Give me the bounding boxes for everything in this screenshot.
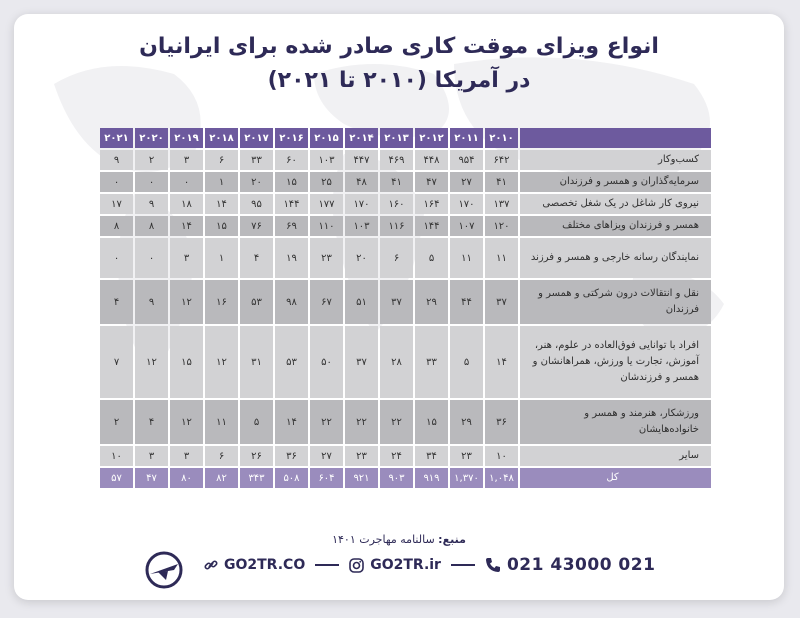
table-cell: ۲۵ <box>310 172 343 192</box>
instagram-icon <box>349 558 364 573</box>
table-cell: ۶۰ <box>275 150 308 170</box>
table-cell: ۲۳ <box>450 446 483 466</box>
table-cell: ۲۴ <box>380 446 413 466</box>
table-cell: ۱۹ <box>275 238 308 278</box>
row-label: افراد با توانایی فوق‌العاده در علوم، هنر، آموزش، تجارت یا ورزش، همراهانشان و همسر و فرزندشان <box>520 326 711 398</box>
table-cell: ۱۰۳ <box>345 216 378 236</box>
table-cell: ۳ <box>170 238 203 278</box>
table-cell: ۹ <box>135 194 168 214</box>
table-cell: ۹۸ <box>275 280 308 324</box>
table-cell: ۵ <box>415 238 448 278</box>
year-header: ۲۰۱۶ <box>275 128 308 148</box>
table-cell: ۱۷۷ <box>310 194 343 214</box>
table-cell: ۳۱ <box>240 326 273 398</box>
total-cell: ۹۱۹ <box>415 468 448 488</box>
row-label: نقل و انتقالات درون شرکتی و همسر و فرزندان <box>520 280 711 324</box>
table-cell: ۳۴ <box>415 446 448 466</box>
table-cell: ۸ <box>135 216 168 236</box>
table-cell: ۲ <box>135 150 168 170</box>
source-label: منبع: <box>438 533 466 546</box>
table-cell: ۱۱ <box>450 238 483 278</box>
table-cell: ۴۴۷ <box>345 150 378 170</box>
year-header: ۲۰۱۳ <box>380 128 413 148</box>
table-cell: ۱۵ <box>415 400 448 444</box>
table-cell: ۱۴ <box>205 194 238 214</box>
phone-item[interactable] <box>485 555 655 575</box>
source-note <box>14 533 784 546</box>
table-cell: ۹ <box>100 150 133 170</box>
total-cell: ۵۷ <box>100 468 133 488</box>
table-cell: ۱۵ <box>170 326 203 398</box>
year-header: ۲۰۲۱ <box>100 128 133 148</box>
visa-table <box>98 126 713 490</box>
table-cell: ۳ <box>170 150 203 170</box>
total-row <box>100 468 711 488</box>
table-cell: ۴۴ <box>450 280 483 324</box>
airplane-logo-icon <box>144 550 184 590</box>
phone-icon <box>485 557 501 573</box>
table-cell: ۱۱ <box>485 238 518 278</box>
row-label: نیروی کار شاغل در یک شغل تخصصی <box>520 194 711 214</box>
table-cell: ۷ <box>100 326 133 398</box>
table-cell: ۱۷ <box>100 194 133 214</box>
table-cell: ۱۴ <box>275 400 308 444</box>
table-cell: ۶۴۲ <box>485 150 518 170</box>
table-cell: ۴۱ <box>485 172 518 192</box>
table-row <box>100 400 711 444</box>
table-cell: ۴۱ <box>380 172 413 192</box>
year-header: ۲۰۲۰ <box>135 128 168 148</box>
table-cell: ۰ <box>100 172 133 192</box>
year-header: ۲۰۱۲ <box>415 128 448 148</box>
table-cell: ۱ <box>205 238 238 278</box>
table-cell: ۱۴ <box>170 216 203 236</box>
row-label: ورزشکار، هنرمند و همسر و خانواده‌هایشان <box>520 400 711 444</box>
table-row <box>100 238 711 278</box>
table-cell: ۱۰۷ <box>450 216 483 236</box>
header-row <box>100 128 711 148</box>
table-cell: ۱۶ <box>205 280 238 324</box>
instagram-item[interactable] <box>349 557 441 573</box>
title-line-1: انواع ویزای موقت کاری صادر شده برای ایرانیان <box>139 34 659 59</box>
total-cell: ۵۰۸ <box>275 468 308 488</box>
table-cell: ۵ <box>450 326 483 398</box>
website-text: GO2TR.CO <box>224 557 306 573</box>
table-cell: ۱۷۰ <box>345 194 378 214</box>
table-cell: ۱۳۷ <box>485 194 518 214</box>
year-header: ۲۰۱۵ <box>310 128 343 148</box>
table-cell: ۳۳ <box>415 326 448 398</box>
table-row <box>100 326 711 398</box>
table-cell: ۱۲ <box>205 326 238 398</box>
divider <box>451 564 475 566</box>
table-cell: ۰ <box>135 238 168 278</box>
table-cell: ۱۴۴ <box>275 194 308 214</box>
table-cell: ۶ <box>205 446 238 466</box>
table-cell: ۶ <box>380 238 413 278</box>
table-cell: ۱۲ <box>170 280 203 324</box>
table-cell: ۵۳ <box>240 280 273 324</box>
table-row <box>100 280 711 324</box>
table-cell: ۱ <box>205 172 238 192</box>
table-cell: ۱۶۴ <box>415 194 448 214</box>
table-cell: ۶۷ <box>310 280 343 324</box>
table-cell: ۲۸ <box>380 326 413 398</box>
table-cell: ۴ <box>240 238 273 278</box>
table-cell: ۲۰ <box>240 172 273 192</box>
table-cell: ۲۲ <box>310 400 343 444</box>
table-cell: ۱۵ <box>275 172 308 192</box>
row-label: کسب‌وکار <box>520 150 711 170</box>
table-cell: ۹۵ <box>240 194 273 214</box>
table-cell: ۱۱۶ <box>380 216 413 236</box>
table-cell: ۱۰ <box>100 446 133 466</box>
table-cell: ۴۸ <box>345 172 378 192</box>
table-cell: ۱۰ <box>485 446 518 466</box>
table-cell: ۱۴ <box>485 326 518 398</box>
table-cell: ۳۶ <box>485 400 518 444</box>
table-cell: ۲۷ <box>450 172 483 192</box>
source-text: سالنامه مهاجرت ۱۴۰۱ <box>332 533 435 546</box>
table-cell: ۱۶۰ <box>380 194 413 214</box>
year-header: ۲۰۱۰ <box>485 128 518 148</box>
total-label: کل <box>520 468 711 488</box>
total-cell: ۹۲۱ <box>345 468 378 488</box>
row-label: سرمایه‌گذاران و همسر و فرزندان <box>520 172 711 192</box>
title-line-2: در آمریکا (۲۰۱۰ تا ۲۰۲۱) <box>267 68 531 93</box>
header-corner <box>520 128 711 148</box>
table-cell: ۱۵ <box>205 216 238 236</box>
table-cell: ۵ <box>240 400 273 444</box>
phone-text: 021 43000 021 <box>506 555 656 575</box>
table-cell: ۴۷ <box>415 172 448 192</box>
table-cell: ۲۹ <box>450 400 483 444</box>
table-cell: ۰ <box>170 172 203 192</box>
table-cell: ۴ <box>100 280 133 324</box>
total-cell: ۸۰ <box>170 468 203 488</box>
table-cell: ۳ <box>135 446 168 466</box>
table-cell: ۲۳ <box>310 238 343 278</box>
total-cell: ۸۲ <box>205 468 238 488</box>
total-cell: ۱,۰۴۸ <box>485 468 518 488</box>
table-cell: ۱۱ <box>205 400 238 444</box>
year-header: ۲۰۱۱ <box>450 128 483 148</box>
total-cell: ۱,۳۷۰ <box>450 468 483 488</box>
table-cell: ۲۰ <box>345 238 378 278</box>
table-row <box>100 216 711 236</box>
table-cell: ۶ <box>205 150 238 170</box>
table-cell: ۳۶ <box>275 446 308 466</box>
divider <box>315 564 339 566</box>
table-cell: ۱۲۰ <box>485 216 518 236</box>
year-header: ۲۰۱۴ <box>345 128 378 148</box>
table-cell: ۸ <box>100 216 133 236</box>
table-cell: ۱۴۴ <box>415 216 448 236</box>
page-title <box>14 30 784 98</box>
table-cell: ۱۸ <box>170 194 203 214</box>
table-cell: ۲۷ <box>310 446 343 466</box>
table-cell: ۹ <box>135 280 168 324</box>
website-item[interactable] <box>204 557 305 573</box>
total-cell: ۴۷ <box>135 468 168 488</box>
table-cell: ۳۷ <box>380 280 413 324</box>
row-label: سایر <box>520 446 711 466</box>
table-cell: ۲۳ <box>345 446 378 466</box>
row-label: همسر و فرزندان ویزاهای مختلف <box>520 216 711 236</box>
year-header: ۲۰۱۸ <box>205 128 238 148</box>
table-cell: ۵۳ <box>275 326 308 398</box>
total-cell: ۳۴۳ <box>240 468 273 488</box>
table-cell: ۲۶ <box>240 446 273 466</box>
table-cell: ۴۴۸ <box>415 150 448 170</box>
table-cell: ۲ <box>100 400 133 444</box>
table-cell: ۱۱۰ <box>310 216 343 236</box>
year-header: ۲۰۱۹ <box>170 128 203 148</box>
table-cell: ۳۷ <box>345 326 378 398</box>
table-cell: ۱۲ <box>170 400 203 444</box>
table-cell: ۵۱ <box>345 280 378 324</box>
table-cell: ۲۹ <box>415 280 448 324</box>
table-cell: ۴ <box>135 400 168 444</box>
total-cell: ۶۰۴ <box>310 468 343 488</box>
table-cell: ۰ <box>135 172 168 192</box>
table-cell: ۳۳ <box>240 150 273 170</box>
total-cell: ۹۰۳ <box>380 468 413 488</box>
table-row <box>100 172 711 192</box>
table-cell: ۰ <box>100 238 133 278</box>
instagram-text: GO2TR.ir <box>370 557 441 573</box>
table-row <box>100 194 711 214</box>
table-row <box>100 150 711 170</box>
infographic-card <box>14 14 784 600</box>
table-cell: ۳۷ <box>485 280 518 324</box>
table-cell: ۱۲ <box>135 326 168 398</box>
table-cell: ۶۹ <box>275 216 308 236</box>
table-cell: ۲۲ <box>345 400 378 444</box>
contact-footer <box>204 551 655 579</box>
table-cell: ۵۰ <box>310 326 343 398</box>
table-cell: ۳ <box>170 446 203 466</box>
row-label: نمایندگان رسانه خارجی و همسر و فرزند <box>520 238 711 278</box>
table-row <box>100 446 711 466</box>
table-cell: ۷۶ <box>240 216 273 236</box>
table-cell: ۴۶۹ <box>380 150 413 170</box>
link-icon <box>204 558 218 572</box>
table-cell: ۲۲ <box>380 400 413 444</box>
table-cell: ۱۷۰ <box>450 194 483 214</box>
table-cell: ۱۰۳ <box>310 150 343 170</box>
year-header: ۲۰۱۷ <box>240 128 273 148</box>
table-cell: ۹۵۴ <box>450 150 483 170</box>
